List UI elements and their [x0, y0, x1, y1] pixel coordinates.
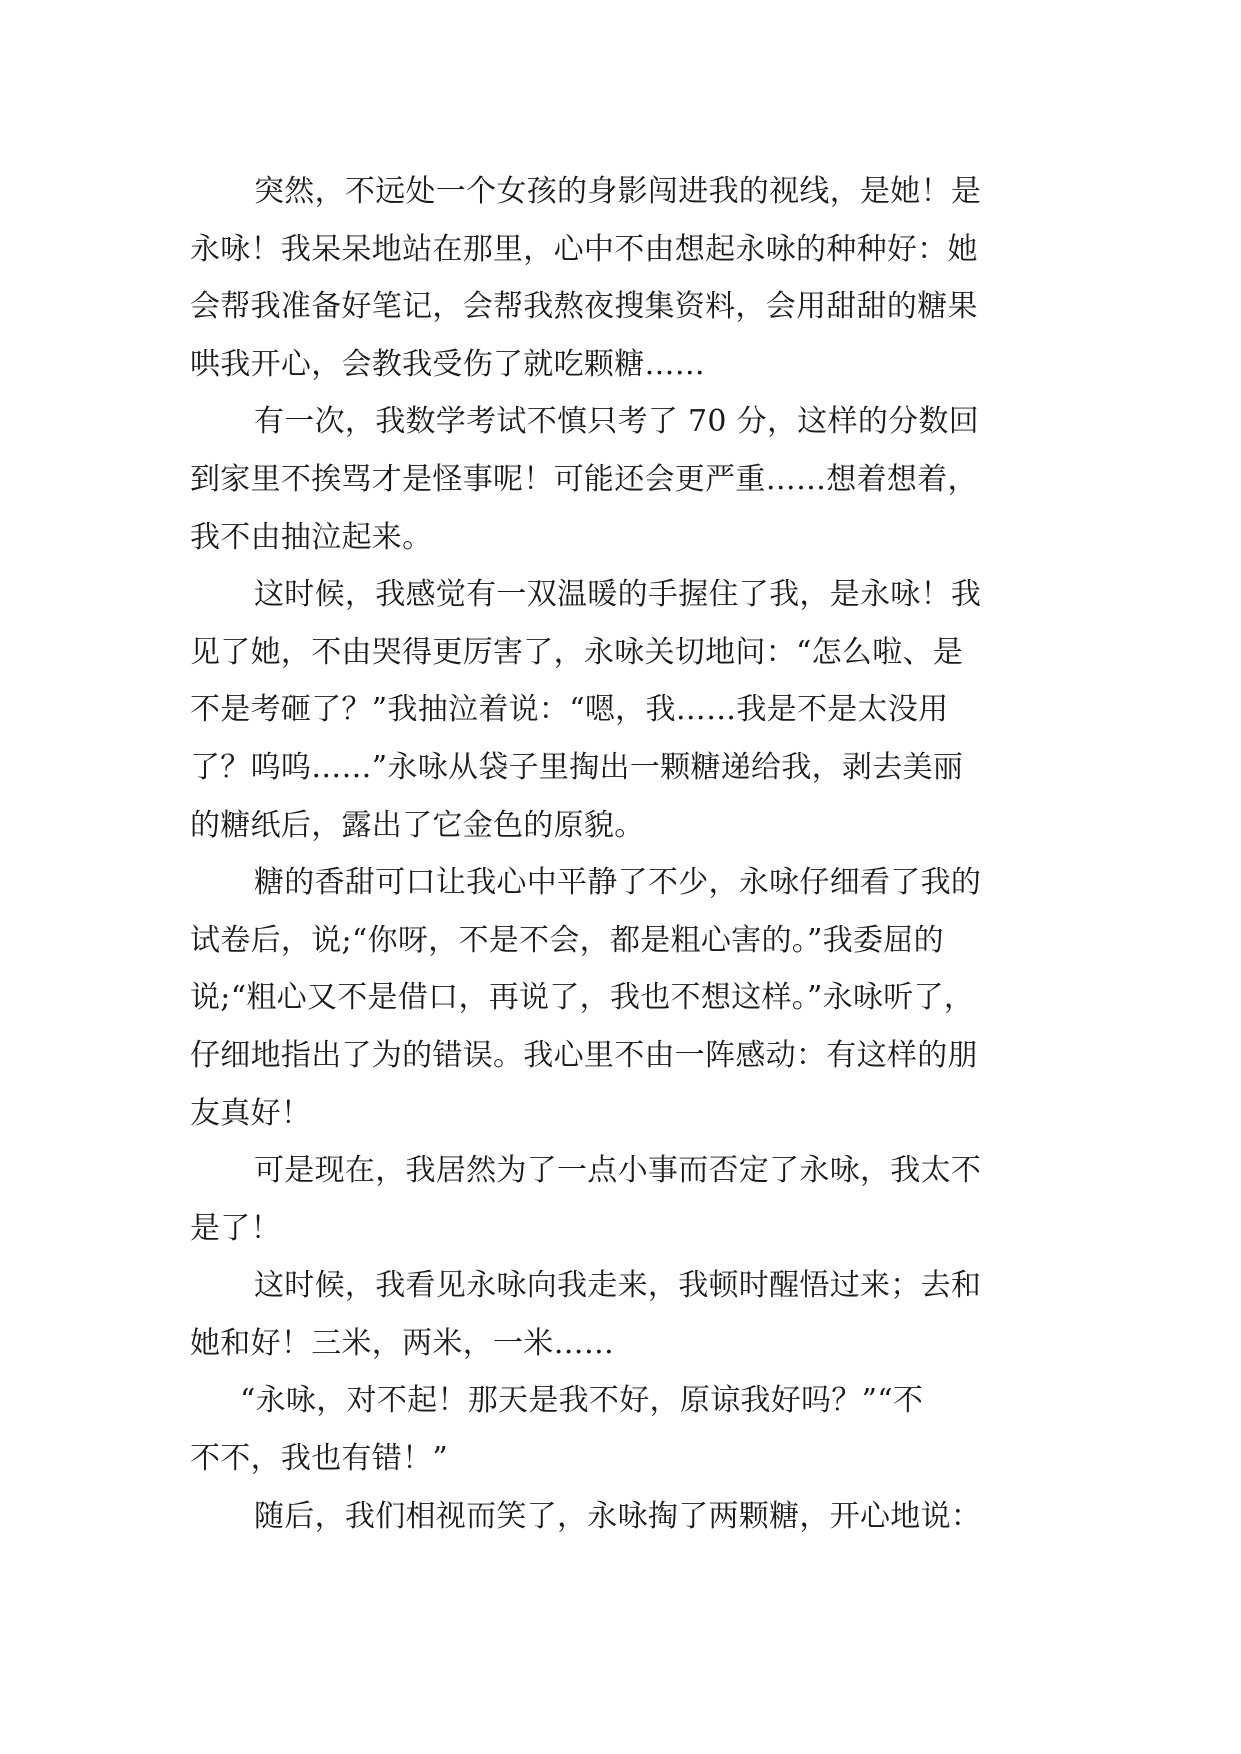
text-line: 哄我开心，会教我受伤了就吃颗糖……: [190, 346, 706, 382]
text-line: 友真好！: [190, 1095, 312, 1131]
text-line: 随后，我们相视而笑了，永咏掏了两颗糖，开心地说：: [254, 1498, 982, 1534]
text-line: 了？呜呜……”永咏从袋子里掏出一颗糖递给我，剥去美丽: [190, 749, 964, 785]
text-line: 突然，不远处一个女孩的身影闯进我的视线，是她！是: [254, 174, 982, 209]
text-line: 有一次，我数学考试不慎只考了 70 分，这样的分数回: [254, 404, 980, 440]
text-line: 是了！: [190, 1210, 281, 1246]
text-line: 不不，我也有错！”: [190, 1441, 449, 1477]
text-line: 见了她，不由哭得更厉害了，永咏关切地问：“怎么啦、是: [190, 634, 964, 670]
text-line: 这时候，我感觉有一双温暖的手握住了我，是永咏！我: [254, 577, 982, 613]
text-line: 这时候，我看见永咏向我走来，我顿时醒悟过来；去和: [254, 1268, 982, 1304]
text-line: 会帮我准备好笔记，会帮我熬夜搜集资料，会用甜甜的糖果: [190, 289, 978, 325]
text-line: 仔细地指出了为的错误。我心里不由一阵感动：有这样的朋: [190, 1037, 978, 1073]
text-line: 糖的香甜可口让我心中平静了不少，永咏仔细看了我的: [254, 865, 982, 901]
text-line: 不是考砸了？”我抽泣着说：“嗯，我……我是不是太没用: [190, 692, 949, 728]
text-line: 到家里不挨骂才是怪事呢！可能还会更严重……想着想着，: [190, 461, 978, 497]
text-line: “永咏，对不起！那天是我不好，原谅我好吗？”“不: [240, 1383, 924, 1419]
text-line: 她和好！三米，两米，一米……: [190, 1325, 615, 1361]
text-line: 试卷后，说;“你呀，不是不会，都是粗心害的。”我委屈的: [190, 922, 944, 958]
text-line: 说;“粗心又不是借口，再说了，我也不想这样。”永咏听了，: [190, 980, 975, 1016]
text-line: 的糖纸后，露出了它金色的原貌。: [190, 807, 645, 843]
text-line: 永咏！我呆呆地站在那里，心中不由想起永咏的种种好：她: [190, 231, 978, 267]
text-line: 我不由抽泣起来。: [190, 519, 433, 555]
text-line: 可是现在，我居然为了一点小事而否定了永咏，我太不: [254, 1153, 982, 1189]
document-body: [190, 163, 1050, 1545]
